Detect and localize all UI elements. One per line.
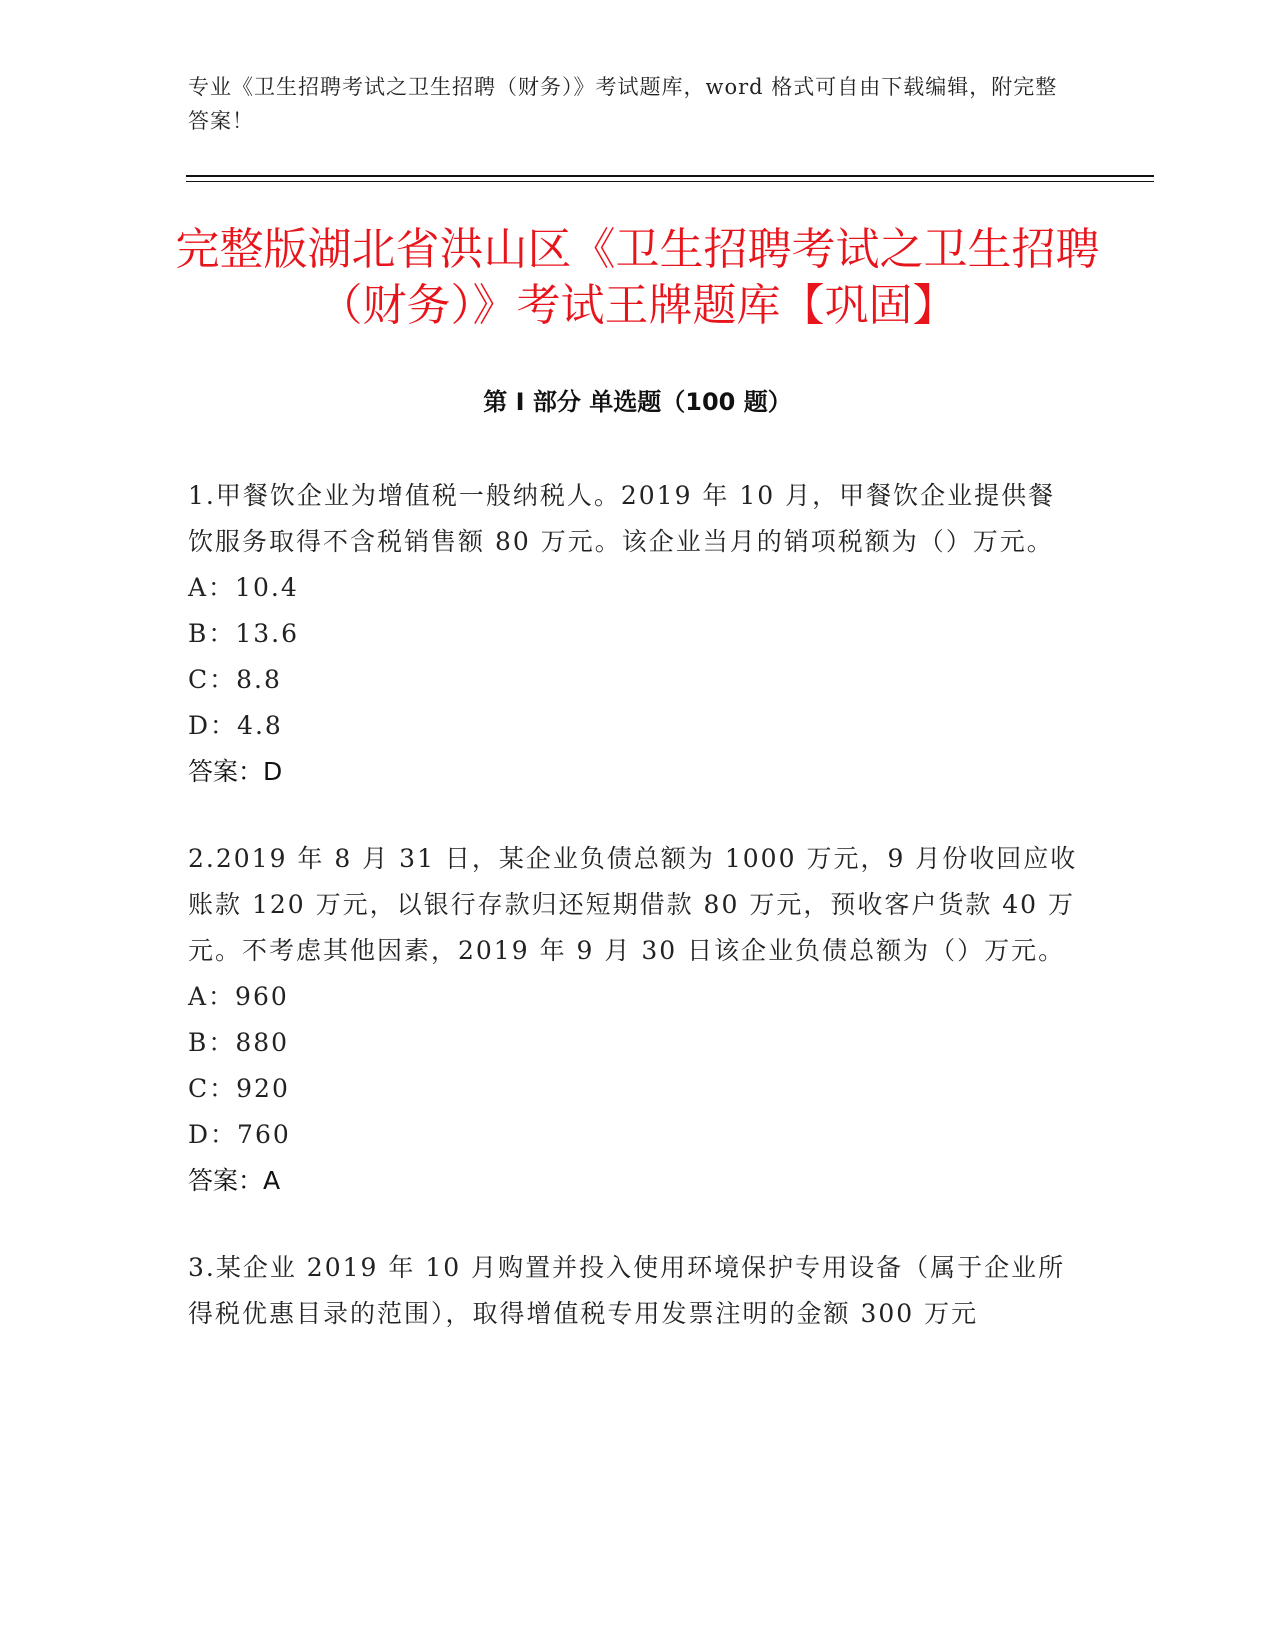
header-note: 专业《卫生招聘考试之卫生招聘（财务）》考试题库，word 格式可自由下载编辑，附完整答案！ (188, 75, 1058, 133)
section-heading: 第 I 部分 单选题（100 题） (483, 388, 792, 416)
header-divider-thin (186, 181, 1154, 182)
document-title: 完整版湖北省洪山区《卫生招聘考试之卫生招聘（财务）》考试王牌题库【巩固】 (175, 224, 1100, 331)
question-list (188, 473, 1078, 1378)
answer: 答案：D (188, 757, 283, 786)
question-stem: 2.2019 年 8 月 31 日，某企业负债总额为 1000 万元，9 月份收回应收账款 120 万元，以银行存款归还短期借款 80 万元，预收客户货款 40 万元。不考虑其他因素，2019 年 9 月 30 日该企业负债总额为（）万元。 (188, 844, 1078, 965)
header-divider-thick (186, 175, 1154, 177)
option-d: D：4.8 (188, 711, 283, 740)
option-d: D：760 (188, 1120, 291, 1149)
answer: 答案：A (188, 1166, 281, 1195)
option-b: B：13.6 (188, 619, 300, 648)
option-c: C：8.8 (188, 665, 282, 694)
question-3 (188, 1245, 1078, 1337)
option-b: B：880 (188, 1028, 290, 1057)
question-2 (188, 836, 1078, 1204)
question-stem: 1.甲餐饮企业为增值税一般纳税人。2019 年 10 月，甲餐饮企业提供餐饮服务取得不含税销售额 80 万元。该企业当月的销项税额为（）万元。 (188, 481, 1056, 556)
option-a: A：960 (188, 982, 289, 1011)
question-1 (188, 473, 1078, 795)
option-c: C：920 (188, 1074, 290, 1103)
question-stem: 3.某企业 2019 年 10 月购置并投入使用环境保护专用设备（属于企业所得税优惠目录的范围），取得增值税专用发票注明的金额 300 万元 (188, 1253, 1066, 1328)
option-a: A：10.4 (188, 573, 299, 602)
